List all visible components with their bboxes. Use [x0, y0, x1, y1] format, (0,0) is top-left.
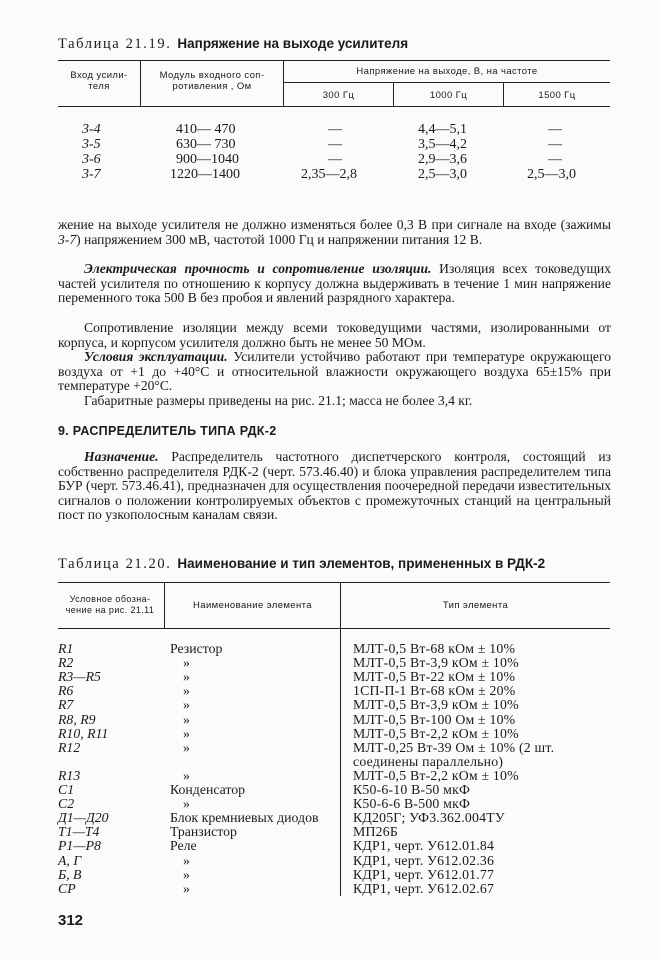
cell-type: МЛТ-0,5 Вт-100 Ом ± 10%: [353, 711, 516, 727]
cell-type: К50-6-10 В-50 мкФ: [353, 782, 471, 797]
cell-type: КДР1, черт. У612.02.67: [353, 880, 495, 896]
header-module: Модуль входного соп- ротивления , Ом: [159, 70, 265, 92]
cell-name: »: [183, 852, 190, 868]
table-title: Напряжение на выходе усилителя: [177, 36, 409, 51]
cell-name: Реле: [170, 838, 197, 854]
cell-type: МЛТ-0,5 Вт-22 кОм ± 10%: [353, 669, 516, 685]
cell-input: 3-7: [82, 167, 101, 182]
cell-name: »: [183, 655, 190, 671]
cell-name: »: [183, 725, 190, 741]
page-number: 312: [58, 912, 84, 929]
cell-code: C1: [58, 782, 75, 797]
header-300hz: 300 Гц: [322, 90, 355, 101]
cell-name: Резистор: [170, 641, 223, 656]
cell-f1500: —: [548, 137, 562, 152]
cell-type: МЛТ-0,5 Вт-3,9 кОм ± 10%: [353, 697, 519, 713]
header-1000hz: 1000 Гц: [429, 90, 468, 101]
cell-input: 3-4: [82, 122, 101, 137]
cell-code: Б, В: [58, 866, 82, 882]
cell-code: P1—P8: [58, 838, 101, 854]
cell-f1000: 2,9—3,6: [418, 152, 467, 167]
paragraph-insulation: Электрическая прочность и сопротивление изоляции. Изоляция всех токоведущих частей усилителя по отношению к корпусу должна выдерживать в течение 1 мин напряжение переменного тока 500 В без пробоя и явлений разрядного характера.: [58, 261, 611, 306]
cell-name: »: [183, 711, 190, 727]
cell-f300: 2,35—2,8: [301, 167, 357, 182]
header-input: Вход усили- теля: [70, 70, 128, 92]
header-type: Тип элемента: [442, 600, 509, 611]
cell-module: 410— 470: [176, 122, 236, 137]
paragraph-output-voltage: жение на выходе усилителя не должно изменяться более 0,3 В при сигнале на входе (зажимы 3-7) напряжением 300 мВ, частотой 1000 Гц и напряжении питания 12 В.: [58, 217, 611, 247]
paragraph-resistance: Сопротивление изоляции между всеми токоведущими частями, изолированными от корпуса, и корпусом усилителя должно быть не менее 50 МОм.: [58, 320, 611, 350]
section-heading: 9. РАСПРЕДЕЛИТЕЛЬ ТИПА РДК-2: [58, 424, 277, 438]
header-name: Наименование элемента: [193, 600, 312, 611]
cell-f1500: —: [548, 152, 562, 167]
cell-name: Транзистор: [170, 824, 237, 840]
cell-name: »: [183, 697, 190, 713]
cell-name: Блок кремниевых диодов: [170, 810, 319, 826]
header-code: Условное обозна- чение на рис. 21.11: [65, 594, 155, 615]
cell-f300: —: [328, 122, 342, 137]
cell-code: R8, R9: [58, 711, 96, 727]
table-head-rule: [58, 628, 610, 629]
cell-name: »: [183, 683, 190, 699]
cell-type: МЛТ-0,5 Вт-3,9 кОм ± 10%: [353, 655, 519, 671]
cell-code: А, Г: [58, 852, 82, 868]
table-top-rule: [58, 582, 610, 583]
table-title: Наименование и тип элементов, примененных в РДК-2: [177, 556, 546, 571]
cell-code: R6: [58, 683, 74, 699]
cell-code: R13: [58, 767, 81, 783]
cell-type: МЛТ-0,5 Вт-68 кОм ± 10%: [353, 641, 516, 656]
cell-f300: —: [328, 152, 342, 167]
cell-module: 900—1040: [176, 152, 239, 167]
cell-type: МЛТ-0,25 Вт-39 Ом ± 10% (2 шт.: [353, 739, 555, 755]
table-head-rule: [58, 106, 610, 107]
cell-name: »: [183, 739, 190, 755]
table-label: Таблица 21.20.: [58, 556, 172, 572]
cell-input: 3-5: [82, 137, 101, 152]
cell-type: МП26Б: [353, 824, 398, 840]
cell-type: КДР1, черт. У612.01.77: [353, 866, 495, 882]
cell-f1000: 2,5—3,0: [418, 167, 467, 182]
paragraph-purpose: Назначение. Распределитель частотного диспетчерского контроля, состоящий из собственно распределителя РДК-2 (черт. 573.46.40) и блока управления распределителем типа БУР (черт. 573.46.41), предназначен для осуществления поочередной передачи известительных сигналов о положении контролируемых объектов с промежуточных станций на центральный пост по узкополосным каналам связи.: [58, 449, 611, 523]
cell-type: К50-6-6 В-500 мкФ: [353, 796, 471, 812]
cell-code: R10, R11: [58, 725, 109, 741]
cell-module: 630— 730: [176, 137, 236, 152]
cell-f300: —: [328, 137, 342, 152]
cell-code: R7: [58, 697, 74, 713]
header-voltage: Напряжение на выходе, В, на частоте: [356, 66, 538, 77]
cell-f1000: 3,5—4,2: [418, 137, 467, 152]
col-divider: [340, 582, 341, 896]
cell-code: C2: [58, 796, 75, 812]
table-21-19-caption: [58, 36, 408, 53]
cell-code: R1: [58, 641, 74, 656]
cell-type: КДР1, черт. У612.01.84: [353, 838, 495, 854]
cell-f1500: —: [548, 122, 562, 137]
cell-name: Конденсатор: [170, 782, 246, 797]
cell-type: 1СП-П-1 Вт-68 кОм ± 20%: [353, 683, 516, 699]
cell-type: соединены параллельно): [353, 753, 504, 769]
cell-module: 1220—1400: [170, 167, 240, 182]
cell-type: КДР1, черт. У612.02.36: [353, 852, 495, 868]
cell-code: Д1—Д20: [58, 810, 109, 826]
cell-f1000: 4,4—5,1: [418, 122, 467, 137]
cell-type: КД205Г; УФ3.362.004ТУ: [353, 810, 505, 826]
table-subhead-rule: [283, 82, 610, 83]
paragraph-operating-conditions: Условия эксплуатации. Усилители устойчиво работают при температуре окружающего воздуха от +1 до +40°С и относительной влажности окружающего воздуха 65±15% при температуре +20°С.: [58, 349, 611, 394]
cell-name: »: [183, 880, 190, 896]
table-21-20-caption: [58, 556, 545, 573]
cell-name: »: [183, 669, 190, 685]
cell-name: »: [183, 767, 190, 783]
cell-code: СР: [58, 880, 76, 896]
paragraph-dimensions: Габаритные размеры приведены на рис. 21.1; масса не более 3,4 кг.: [84, 393, 473, 408]
cell-input: 3-6: [82, 152, 101, 167]
cell-type: МЛТ-0,5 Вт-2,2 кОм ± 10%: [353, 767, 519, 783]
cell-f1500: 2,5—3,0: [527, 167, 576, 182]
cell-name: »: [183, 866, 190, 882]
cell-code: R2: [58, 655, 74, 671]
cell-code: T1—T4: [58, 824, 100, 840]
cell-name: »: [183, 796, 190, 812]
cell-type: МЛТ-0,5 Вт-2,2 кОм ± 10%: [353, 725, 519, 741]
cell-code: R3—R5: [58, 669, 101, 685]
cell-code: R12: [58, 739, 81, 755]
header-1500hz: 1500 Гц: [538, 90, 576, 101]
table-label: Таблица 21.19.: [58, 36, 172, 52]
